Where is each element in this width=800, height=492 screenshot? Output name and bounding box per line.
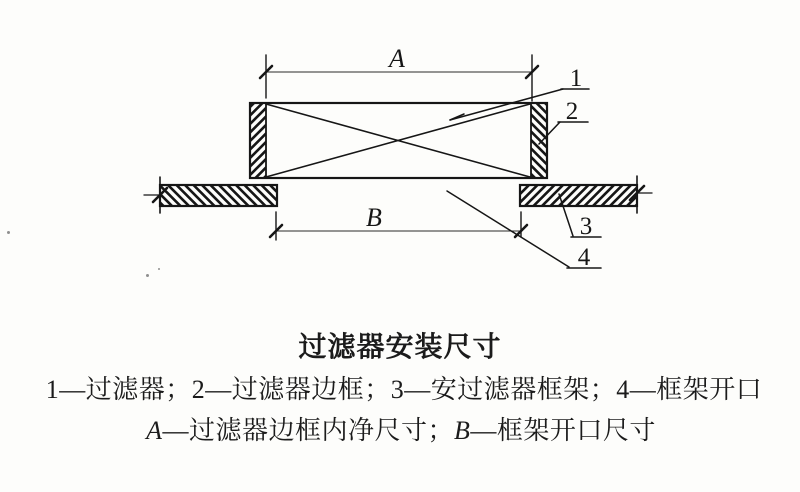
legend-dim-b-symbol: B xyxy=(454,416,471,445)
legend-dim-b-text: —框架开口尺寸 xyxy=(470,416,656,445)
dim-a-label: A xyxy=(389,44,405,73)
figure-title: 过滤器安装尺寸 xyxy=(298,332,502,363)
callout-1-label: 1 xyxy=(569,65,583,92)
frame-bar-left xyxy=(160,185,277,206)
dim-b-label: B xyxy=(366,203,382,232)
mounting-frame xyxy=(144,176,652,213)
scan-speck xyxy=(7,231,10,234)
figure-legend-items: 1—过滤器；2—过滤器边框；3—安过滤器框架；4—框架开口 xyxy=(45,375,763,404)
dimension-a xyxy=(260,44,538,101)
filter-frame-right-hatch xyxy=(531,103,547,178)
filter-frame-left-hatch xyxy=(250,103,266,178)
filter-assembly xyxy=(250,103,547,178)
scan-speck xyxy=(146,274,149,277)
callout-3-label: 3 xyxy=(579,213,593,240)
legend-dim-a-text: —过滤器边框内净尺寸； xyxy=(162,416,454,445)
callout-4-label: 4 xyxy=(577,244,591,271)
callout-2-label: 2 xyxy=(565,98,579,125)
scan-speck xyxy=(158,268,160,270)
dimension-b xyxy=(270,203,527,240)
legend-dim-a-symbol: A xyxy=(146,416,163,445)
figure-legend-dimensions xyxy=(146,410,656,447)
frame-bar-right xyxy=(520,185,637,206)
